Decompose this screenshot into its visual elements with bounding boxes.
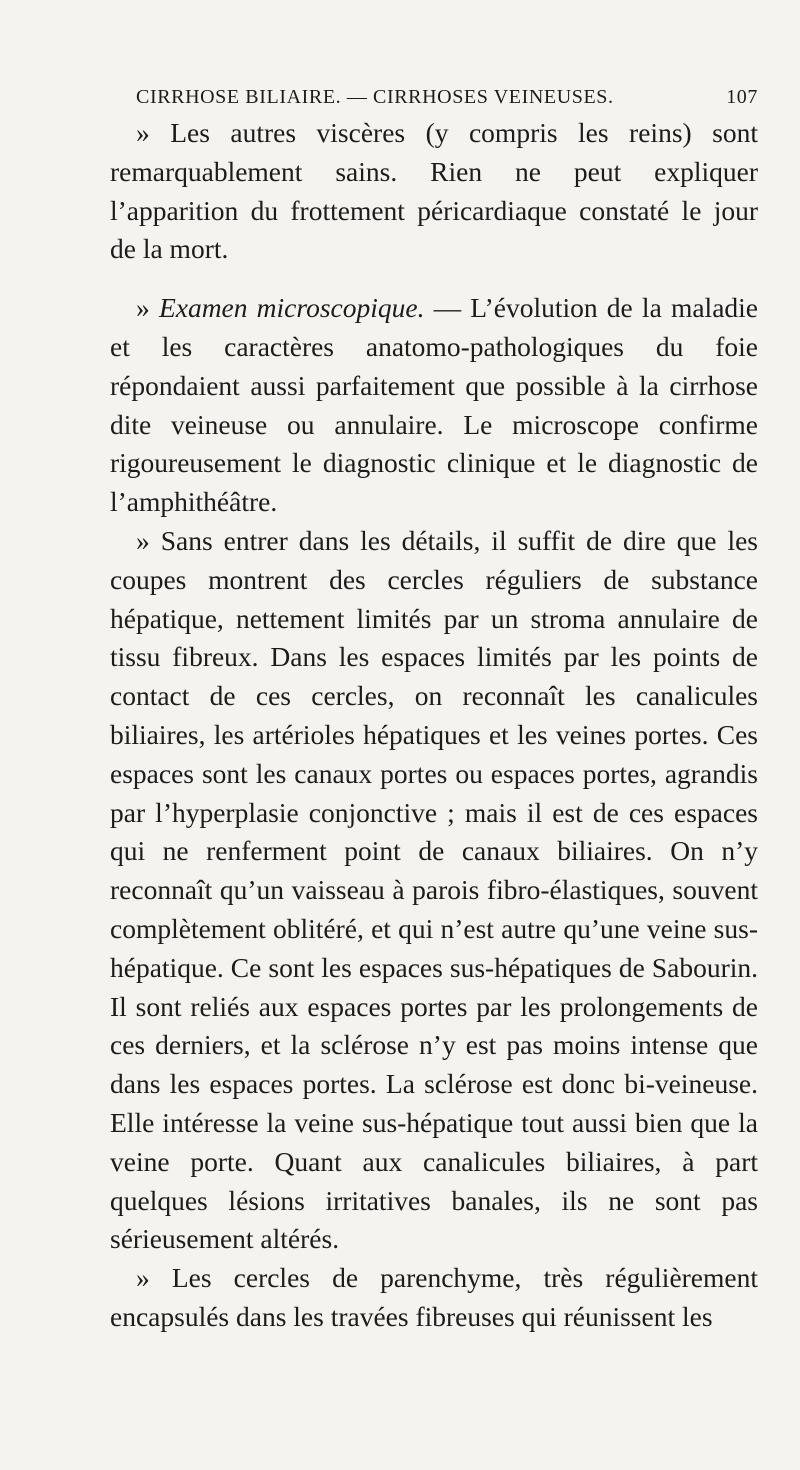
- page-number: 107: [726, 86, 758, 108]
- paragraph-lead: »: [136, 292, 159, 324]
- paragraph-viscera: » Les autres viscères (y compris les reins) sont remarquablement sains. Rien ne peut expliquer l’apparition du frottement péricardiaque constaté le jour de la mort.: [110, 117, 758, 265]
- paragraph-parenchyma: » Les cercles de parenchyme, très régulièrement encapsulés dans les travées fibreuses qui réunissent les: [110, 1262, 758, 1332]
- paragraph-microscopic-exam: [110, 289, 758, 522]
- page-header: [110, 86, 758, 116]
- paragraph-microscopic-text: — L’évolution de la maladie et les caractères anatomo-pathologiques du foie répondaient aussi parfaitement que possible à la cirrhose dite veineuse ou annulaire. Le microscope confirme rigoureusement le diagnostic clinique et le diagnostic de l’amphithéâtre.: [110, 292, 758, 518]
- running-title: CIRRHOSE BILIAIRE. — CIRRHOSES VEINEUSES.: [136, 86, 614, 108]
- page-body: [110, 114, 758, 1337]
- section-title: Examen microscopique.: [158, 292, 425, 324]
- paragraph-details: » Sans entrer dans les détails, il suffit de dire que les coupes montrent des cercles réguliers de substance hépatique, nettement limités par un stroma annulaire de tissu fibreux. Dans les espaces limités par les points de contact de ces cercles, on reconnaît les canalicules biliaires, les artérioles hépatiques et les veines portes. Ces espaces sont les canaux portes ou espaces portes, agrandis par l’hyperplasie conjonctive ; mais il est de ces espaces qui ne renferment point de canaux biliaires. On n’y reconnaît qu’un vaisseau à parois fibro-élastiques, souvent complètement oblitéré, et qui n’est autre qu’une veine sus-hépatique. Ce sont les espaces sus-hépatiques de Sabourin. Il sont reliés aux espaces portes par les prolongements de ces derniers, et la sclérose n’y est pas moins intense que dans les espaces portes. La sclérose est donc bi-veineuse. Elle intéresse la veine sus-hépatique tout aussi bien que la veine porte. Quant aux canalicules biliaires, à part quelques lésions irritatives banales, ils ne sont pas sérieusement altérés.: [110, 524, 758, 1255]
